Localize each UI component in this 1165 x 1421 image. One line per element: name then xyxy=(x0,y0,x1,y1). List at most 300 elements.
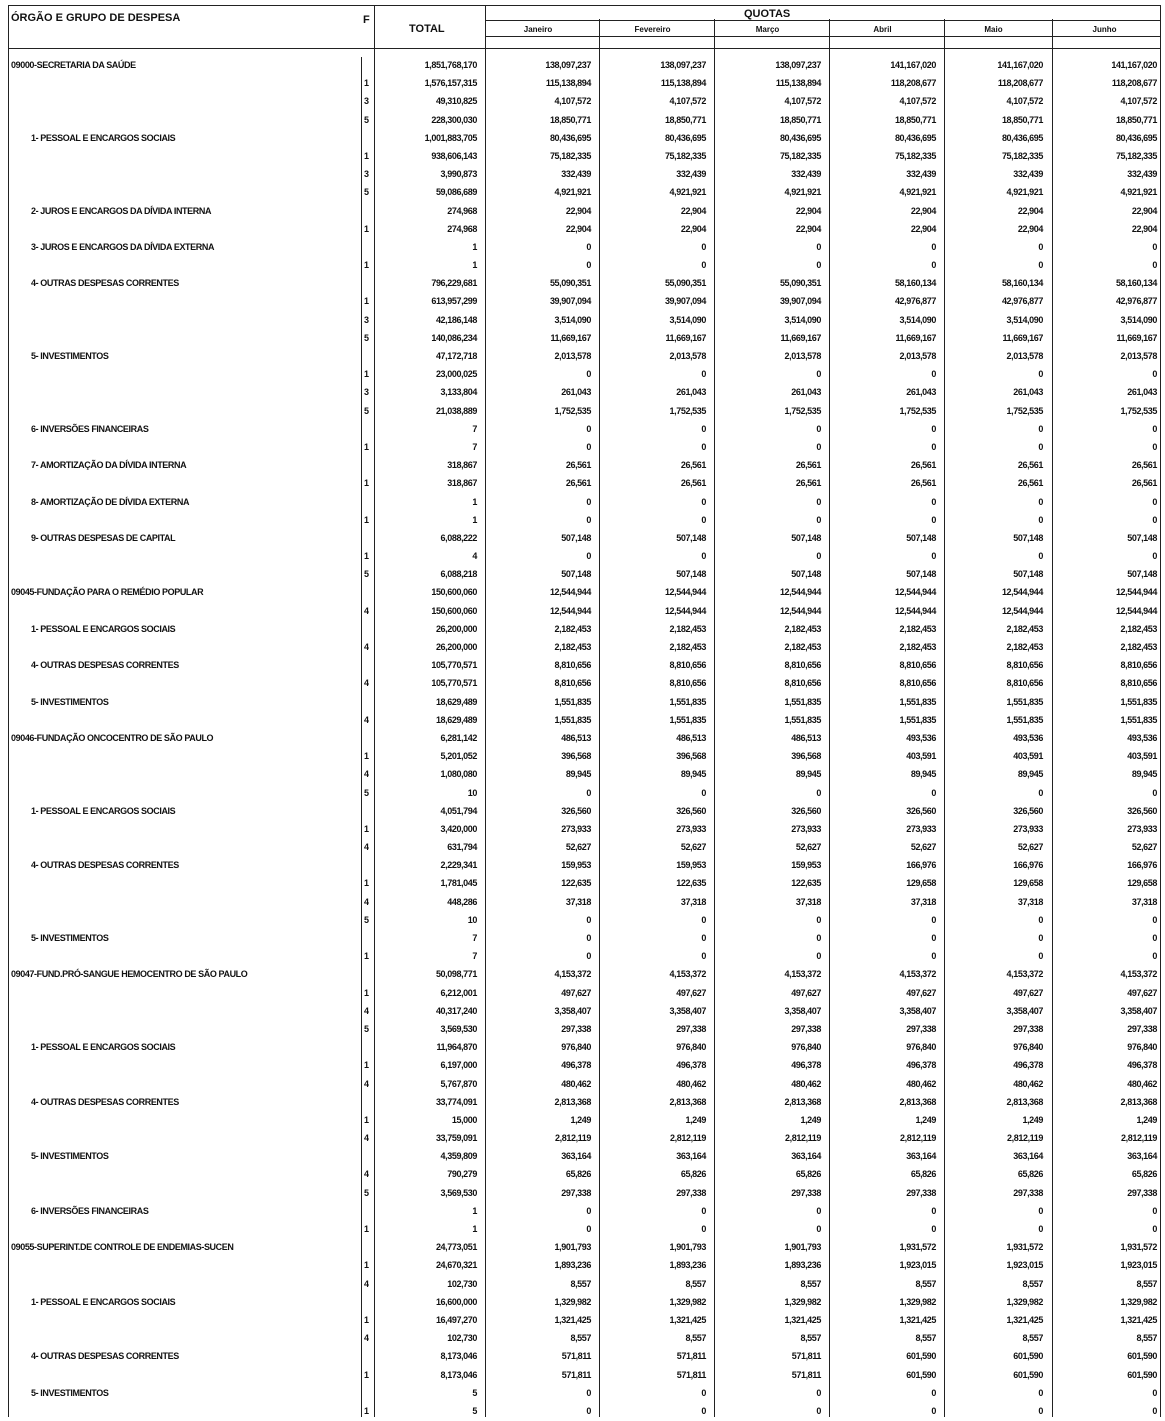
quota-value-maio: 8,810,656 xyxy=(1006,660,1043,671)
fonte-code: 1 xyxy=(364,514,369,525)
quota-value-fevereiro: 497,627 xyxy=(676,987,706,998)
quota-value-janeiro: 571,811 xyxy=(561,1351,591,1362)
fonte-row xyxy=(9,112,1161,130)
quota-value-março: 4,153,372 xyxy=(784,969,821,980)
fonte-code: 1 xyxy=(364,1369,369,1380)
quota-value-março: 89,945 xyxy=(795,769,821,780)
quota-value-janeiro: 0 xyxy=(586,1405,591,1416)
fonte-code: 4 xyxy=(364,842,369,853)
quota-value-maio: 0 xyxy=(1038,369,1043,380)
quota-value-março: 18,850,771 xyxy=(779,114,821,125)
quota-value-maio: 4,153,372 xyxy=(1006,969,1043,980)
group-label: 7- AMORTIZAÇÃO DA DÍVIDA INTERNA xyxy=(31,460,187,471)
quota-value-janeiro: 8,557 xyxy=(570,1333,591,1344)
quota-value-janeiro: 1,752,535 xyxy=(554,405,591,416)
total-value: 7 xyxy=(472,423,477,434)
quota-value-maio: 297,338 xyxy=(1013,1023,1043,1034)
quota-value-abril: 52,627 xyxy=(910,842,936,853)
quota-value-fevereiro: 12,544,944 xyxy=(664,605,706,616)
quota-value-junho: 0 xyxy=(1152,914,1157,925)
group-row xyxy=(9,621,1161,639)
quota-value-junho: 0 xyxy=(1152,1205,1157,1216)
header-month-maio: Maio xyxy=(984,25,1003,34)
total-value: 6,088,218 xyxy=(440,569,477,580)
total-value: 5,201,052 xyxy=(440,751,477,762)
fonte-code: 5 xyxy=(364,114,369,125)
total-value: 4,359,809 xyxy=(440,1151,477,1162)
quota-value-janeiro: 1,329,982 xyxy=(554,1296,591,1307)
quota-value-junho: 0 xyxy=(1152,441,1157,452)
quota-value-junho: 332,439 xyxy=(1127,169,1157,180)
group-label: 1- PESSOAL E ENCARGOS SOCIAIS xyxy=(31,132,176,143)
quota-value-maio: 480,462 xyxy=(1013,1078,1043,1089)
quota-value-maio: 12,544,944 xyxy=(1001,605,1043,616)
quota-value-maio: 22,904 xyxy=(1017,205,1043,216)
org-row xyxy=(9,730,1161,748)
quota-value-junho: 601,590 xyxy=(1127,1369,1157,1380)
fonte-row xyxy=(9,985,1161,1003)
quota-value-junho: 89,945 xyxy=(1131,769,1157,780)
quota-value-março: 75,182,335 xyxy=(779,150,821,161)
total-value: 3,133,804 xyxy=(440,387,477,398)
quota-value-janeiro: 363,164 xyxy=(561,1151,591,1162)
quota-value-maio: 0 xyxy=(1038,914,1043,925)
quota-value-abril: 0 xyxy=(931,933,936,943)
quota-value-abril: 141,167,020 xyxy=(890,60,936,70)
quota-value-março: 8,557 xyxy=(800,1278,821,1289)
group-label: 8- AMORTIZAÇÃO DE DÍVIDA EXTERNA xyxy=(31,496,190,507)
org-label: 09046-FUNDAÇÃO ONCOCENTRO DE SÃO PAULO xyxy=(11,732,214,743)
quota-value-maio: 3,358,407 xyxy=(1006,1005,1043,1016)
group-row xyxy=(9,203,1161,221)
quota-value-abril: 1,249 xyxy=(915,1114,936,1125)
quotas-divider xyxy=(485,20,1161,21)
quota-value-março: 496,378 xyxy=(791,1060,821,1071)
quota-value-abril: 0 xyxy=(931,787,936,798)
quota-value-fevereiro: 80,436,695 xyxy=(664,132,706,143)
quota-value-maio: 976,840 xyxy=(1013,1042,1043,1053)
quota-value-fevereiro: 976,840 xyxy=(676,1042,706,1053)
quota-value-março: 52,627 xyxy=(795,842,821,853)
quota-value-junho: 4,107,572 xyxy=(1120,96,1157,107)
quota-value-janeiro: 80,436,695 xyxy=(549,132,591,143)
quota-value-junho: 2,812,119 xyxy=(1121,1133,1157,1144)
fonte-row xyxy=(9,548,1161,566)
quota-value-maio: 1,329,982 xyxy=(1006,1296,1043,1307)
org-row xyxy=(9,1239,1161,1257)
total-value: 1,080,080 xyxy=(440,769,477,780)
quota-value-maio: 80,436,695 xyxy=(1001,132,1043,143)
total-value: 6,197,000 xyxy=(440,1060,477,1071)
quota-value-maio: 1,551,835 xyxy=(1006,714,1043,725)
quota-value-fevereiro: 1,752,535 xyxy=(669,405,706,416)
quota-value-junho: 42,976,877 xyxy=(1115,296,1157,307)
fonte-row xyxy=(9,1003,1161,1021)
quota-value-março: 976,840 xyxy=(791,1042,821,1053)
group-label: 6- INVERSÕES FINANCEIRAS xyxy=(31,1205,149,1216)
quota-value-maio: 26,561 xyxy=(1017,460,1043,471)
group-row xyxy=(9,239,1161,257)
quota-value-fevereiro: 4,153,372 xyxy=(669,969,706,980)
total-value: 59,086,689 xyxy=(435,187,477,198)
quota-value-janeiro: 0 xyxy=(586,496,591,507)
quota-value-fevereiro: 8,810,656 xyxy=(669,660,706,671)
quota-value-março: 12,544,944 xyxy=(779,605,821,616)
quota-value-março: 497,627 xyxy=(791,987,821,998)
quota-value-junho: 8,557 xyxy=(1136,1278,1157,1289)
quota-value-junho: 0 xyxy=(1152,1387,1157,1398)
quota-value-abril: 1,931,572 xyxy=(899,1242,936,1253)
quota-value-maio: 129,658 xyxy=(1013,878,1043,889)
total-value: 274,968 xyxy=(447,223,477,234)
quota-value-junho: 507,148 xyxy=(1127,532,1157,543)
quota-value-maio: 166,976 xyxy=(1013,860,1043,871)
fonte-code: 3 xyxy=(364,169,369,180)
fonte-code: 1 xyxy=(364,751,369,762)
quota-value-maio: 2,013,578 xyxy=(1006,351,1043,361)
fonte-row xyxy=(9,475,1161,493)
quota-value-março: 26,561 xyxy=(795,460,821,471)
fonte-row xyxy=(9,821,1161,839)
quota-value-fevereiro: 1,551,835 xyxy=(669,696,706,707)
quota-value-fevereiro: 1,893,236 xyxy=(669,1260,706,1271)
quota-value-abril: 2,013,578 xyxy=(899,351,936,361)
quota-value-março: 65,826 xyxy=(795,1169,821,1180)
quota-value-abril: 507,148 xyxy=(906,569,936,580)
quota-value-abril: 1,329,982 xyxy=(899,1296,936,1307)
quota-value-junho: 363,164 xyxy=(1127,1151,1157,1162)
quota-value-março: 1,551,835 xyxy=(784,696,821,707)
quota-value-maio: 0 xyxy=(1038,951,1043,962)
quota-value-maio: 1,249 xyxy=(1022,1114,1043,1125)
fonte-row xyxy=(9,766,1161,784)
fonte-row xyxy=(9,912,1161,930)
fonte-code: 1 xyxy=(364,1224,369,1234)
quota-value-junho: 976,840 xyxy=(1127,1042,1157,1053)
total-value: 1,001,883,705 xyxy=(424,132,477,143)
quota-value-março: 0 xyxy=(816,1224,821,1234)
quota-value-abril: 2,813,368 xyxy=(899,1096,936,1107)
quota-value-maio: 0 xyxy=(1038,260,1043,271)
budget-quota-table xyxy=(8,5,1161,1417)
fonte-row xyxy=(9,603,1161,621)
quota-value-abril: 261,043 xyxy=(906,387,936,398)
quota-value-maio: 8,557 xyxy=(1022,1333,1043,1344)
total-value: 4,051,794 xyxy=(440,805,477,816)
quota-value-março: 138,097,237 xyxy=(775,60,821,70)
quota-value-abril: 1,752,535 xyxy=(899,405,936,416)
group-row xyxy=(9,494,1161,512)
total-value: 1 xyxy=(472,496,477,507)
quota-value-abril: 166,976 xyxy=(906,860,936,871)
fonte-row xyxy=(9,221,1161,239)
quota-value-janeiro: 8,557 xyxy=(570,1278,591,1289)
group-label: 4- OUTRAS DESPESAS CORRENTES xyxy=(31,1351,179,1362)
fonte-code: 3 xyxy=(364,96,369,107)
table-header xyxy=(9,5,1161,49)
quota-value-junho: 1,551,835 xyxy=(1120,696,1157,707)
quota-value-abril: 3,358,407 xyxy=(899,1005,936,1016)
quota-value-fevereiro: 0 xyxy=(701,441,706,452)
quota-value-fevereiro: 486,513 xyxy=(676,732,706,743)
fonte-row xyxy=(9,675,1161,693)
fonte-code: 1 xyxy=(364,1405,369,1416)
org-row xyxy=(9,57,1161,75)
quota-value-março: 4,921,921 xyxy=(784,187,821,198)
quota-value-abril: 8,810,656 xyxy=(899,660,936,671)
quota-value-fevereiro: 1,329,982 xyxy=(669,1296,706,1307)
quota-value-abril: 0 xyxy=(931,423,936,434)
group-label: 5- INVESTIMENTOS xyxy=(31,933,109,943)
quota-value-janeiro: 75,182,335 xyxy=(549,150,591,161)
fonte-code: 1 xyxy=(364,260,369,271)
org-label: 09047-FUND.PRÓ-SANGUE HEMOCENTRO DE SÃO PAULO xyxy=(11,969,248,980)
fonte-code: 3 xyxy=(364,314,369,325)
quota-value-janeiro: 12,544,944 xyxy=(549,587,591,598)
quota-value-maio: 0 xyxy=(1038,514,1043,525)
fonte-code: 5 xyxy=(364,332,369,343)
fonte-row xyxy=(9,439,1161,457)
quota-value-junho: 601,590 xyxy=(1127,1351,1157,1362)
fonte-row xyxy=(9,875,1161,893)
quota-value-maio: 0 xyxy=(1038,423,1043,434)
quota-value-junho: 8,557 xyxy=(1136,1333,1157,1344)
quota-value-abril: 297,338 xyxy=(906,1187,936,1198)
total-value: 49,310,825 xyxy=(435,96,477,107)
quota-value-janeiro: 2,013,578 xyxy=(554,351,591,361)
quota-value-janeiro: 8,810,656 xyxy=(554,660,591,671)
quota-value-abril: 2,812,119 xyxy=(900,1133,936,1144)
header-month-abril: Abril xyxy=(873,25,892,34)
group-row xyxy=(9,1203,1161,1221)
fonte-code: 4 xyxy=(364,769,369,780)
total-value: 102,730 xyxy=(447,1278,477,1289)
quota-value-junho: 11,669,167 xyxy=(1116,332,1157,343)
fonte-row xyxy=(9,257,1161,275)
group-row xyxy=(9,530,1161,548)
quota-value-junho: 75,182,335 xyxy=(1115,150,1157,161)
quota-value-março: 0 xyxy=(816,1405,821,1416)
total-value: 16,497,270 xyxy=(435,1314,477,1325)
quota-value-fevereiro: 0 xyxy=(701,260,706,271)
quota-value-maio: 65,826 xyxy=(1017,1169,1043,1180)
fonte-code: 1 xyxy=(364,951,369,962)
quota-value-fevereiro: 138,097,237 xyxy=(660,60,706,70)
fonte-row xyxy=(9,184,1161,202)
total-value: 3,569,530 xyxy=(440,1023,477,1034)
quota-value-maio: 0 xyxy=(1038,1224,1043,1234)
quota-value-fevereiro: 1,551,835 xyxy=(669,714,706,725)
group-row xyxy=(9,1294,1161,1312)
quota-value-abril: 2,182,453 xyxy=(899,623,936,634)
quota-value-fevereiro: 22,904 xyxy=(680,205,706,216)
quota-value-abril: 12,544,944 xyxy=(894,605,936,616)
header-quotas: QUOTAS xyxy=(744,8,791,20)
quota-value-junho: 18,850,771 xyxy=(1115,114,1157,125)
org-row xyxy=(9,966,1161,984)
quota-value-janeiro: 22,904 xyxy=(565,205,591,216)
quota-value-março: 1,551,835 xyxy=(784,714,821,725)
quota-value-abril: 326,560 xyxy=(906,805,936,816)
quota-value-junho: 58,160,134 xyxy=(1115,278,1157,289)
quota-value-março: 0 xyxy=(816,260,821,271)
quota-value-abril: 0 xyxy=(931,496,936,507)
quota-value-fevereiro: 0 xyxy=(701,496,706,507)
quota-value-abril: 1,551,835 xyxy=(899,714,936,725)
quota-value-maio: 1,321,425 xyxy=(1006,1314,1043,1325)
quota-value-janeiro: 3,514,090 xyxy=(554,314,591,325)
quota-value-janeiro: 1,321,425 xyxy=(554,1314,591,1325)
quota-value-janeiro: 0 xyxy=(586,933,591,943)
quota-value-março: 332,439 xyxy=(791,169,821,180)
fonte-row xyxy=(9,566,1161,584)
quota-value-fevereiro: 297,338 xyxy=(676,1187,706,1198)
quota-value-junho: 8,810,656 xyxy=(1120,678,1157,689)
total-value: 1 xyxy=(472,1205,477,1216)
quota-value-fevereiro: 297,338 xyxy=(676,1023,706,1034)
quota-value-março: 1,249 xyxy=(800,1114,821,1125)
quota-value-fevereiro: 2,182,453 xyxy=(669,642,706,652)
fonte-code: 5 xyxy=(364,1023,369,1034)
total-value: 318,867 xyxy=(447,460,477,471)
quota-value-março: 0 xyxy=(816,514,821,525)
group-label: 3- JUROS E ENCARGOS DA DÍVIDA EXTERNA xyxy=(31,241,215,252)
quota-value-maio: 2,813,368 xyxy=(1006,1096,1043,1107)
quota-value-maio: 118,208,677 xyxy=(997,78,1043,89)
quota-value-fevereiro: 26,561 xyxy=(680,478,706,489)
quota-value-janeiro: 261,043 xyxy=(561,387,591,398)
quota-value-junho: 141,167,020 xyxy=(1111,60,1157,70)
quota-value-janeiro: 0 xyxy=(586,787,591,798)
fonte-code: 5 xyxy=(364,1187,369,1198)
quota-value-março: 2,182,453 xyxy=(784,642,821,652)
quota-value-maio: 507,148 xyxy=(1013,569,1043,580)
quota-value-janeiro: 22,904 xyxy=(565,223,591,234)
quota-value-maio: 4,921,921 xyxy=(1006,187,1043,198)
quota-value-junho: 26,561 xyxy=(1131,460,1157,471)
total-value: 33,774,091 xyxy=(435,1096,477,1107)
quota-value-janeiro: 1,551,835 xyxy=(554,714,591,725)
quota-value-março: 3,358,407 xyxy=(784,1005,821,1016)
quota-value-maio: 497,627 xyxy=(1013,987,1043,998)
quota-value-janeiro: 1,893,236 xyxy=(554,1260,591,1271)
quota-value-junho: 129,658 xyxy=(1127,878,1157,889)
group-label: 4- OUTRAS DESPESAS CORRENTES xyxy=(31,1096,179,1107)
quota-value-abril: 0 xyxy=(931,260,936,271)
group-label: 1- PESSOAL E ENCARGOS SOCIAIS xyxy=(31,1042,176,1053)
quota-value-janeiro: 26,561 xyxy=(565,478,591,489)
quota-value-abril: 0 xyxy=(931,241,936,252)
quota-value-maio: 273,933 xyxy=(1013,823,1043,834)
total-value: 5 xyxy=(472,1387,477,1398)
quota-value-junho: 507,148 xyxy=(1127,569,1157,580)
quota-value-junho: 4,153,372 xyxy=(1120,969,1157,980)
total-value: 40,317,240 xyxy=(435,1005,477,1016)
header-month-fevereiro: Fevereiro xyxy=(634,25,671,34)
quota-value-junho: 65,826 xyxy=(1131,1169,1157,1180)
fonte-code: 1 xyxy=(364,878,369,889)
total-value: 274,968 xyxy=(447,205,477,216)
fonte-row xyxy=(9,1403,1161,1421)
quota-value-março: 571,811 xyxy=(791,1351,821,1362)
quota-value-abril: 75,182,335 xyxy=(894,150,936,161)
quota-value-março: 0 xyxy=(816,933,821,943)
fonte-row xyxy=(9,1057,1161,1075)
quota-value-março: 297,338 xyxy=(791,1187,821,1198)
quota-value-abril: 0 xyxy=(931,1224,936,1234)
quota-value-janeiro: 52,627 xyxy=(565,842,591,853)
quota-value-abril: 496,378 xyxy=(906,1060,936,1071)
quota-value-março: 507,148 xyxy=(791,569,821,580)
group-label: 4- OUTRAS DESPESAS CORRENTES xyxy=(31,660,179,671)
group-row xyxy=(9,930,1161,948)
quota-value-maio: 493,536 xyxy=(1013,732,1043,743)
quota-value-fevereiro: 363,164 xyxy=(676,1151,706,1162)
total-value: 6,212,001 xyxy=(440,987,477,998)
quota-value-junho: 403,591 xyxy=(1127,751,1157,762)
quota-value-março: 0 xyxy=(816,369,821,380)
quota-value-março: 0 xyxy=(816,441,821,452)
quota-value-março: 39,907,094 xyxy=(779,296,821,307)
quota-value-maio: 1,923,015 xyxy=(1006,1260,1043,1271)
header-month-junho: Junho xyxy=(1092,25,1117,34)
quota-value-janeiro: 326,560 xyxy=(561,805,591,816)
quota-value-junho: 1,931,572 xyxy=(1120,1242,1157,1253)
total-value: 1 xyxy=(472,241,477,252)
total-value: 1,576,157,315 xyxy=(424,78,477,89)
quota-value-maio: 0 xyxy=(1038,1405,1043,1416)
quota-value-fevereiro: 1,249 xyxy=(685,1114,706,1125)
fonte-row xyxy=(9,1130,1161,1148)
quota-value-junho: 2,013,578 xyxy=(1120,351,1157,361)
quota-value-junho: 3,358,407 xyxy=(1120,1005,1157,1016)
quota-value-fevereiro: 115,138,894 xyxy=(660,78,706,89)
total-value: 26,200,000 xyxy=(435,642,477,652)
fonte-code: 5 xyxy=(364,569,369,580)
quota-value-janeiro: 976,840 xyxy=(561,1042,591,1053)
quota-value-abril: 0 xyxy=(931,551,936,562)
fonte-code: 1 xyxy=(364,296,369,307)
quota-value-abril: 403,591 xyxy=(906,751,936,762)
quota-value-junho: 326,560 xyxy=(1127,805,1157,816)
quota-value-janeiro: 89,945 xyxy=(565,769,591,780)
quota-value-fevereiro: 55,090,351 xyxy=(664,278,706,289)
quota-value-maio: 403,591 xyxy=(1013,751,1043,762)
fonte-code: 5 xyxy=(364,187,369,198)
quota-value-março: 22,904 xyxy=(795,223,821,234)
fonte-row xyxy=(9,1112,1161,1130)
quota-value-fevereiro: 0 xyxy=(701,1405,706,1416)
quota-value-janeiro: 0 xyxy=(586,514,591,525)
quota-value-maio: 8,810,656 xyxy=(1006,678,1043,689)
quota-value-março: 0 xyxy=(816,496,821,507)
quota-value-abril: 4,107,572 xyxy=(899,96,936,107)
quota-value-abril: 80,436,695 xyxy=(894,132,936,143)
quota-value-fevereiro: 4,921,921 xyxy=(669,187,706,198)
quota-value-fevereiro: 8,557 xyxy=(685,1278,706,1289)
quota-value-maio: 37,318 xyxy=(1017,896,1043,907)
quota-value-maio: 141,167,020 xyxy=(997,60,1043,70)
quota-value-abril: 8,810,656 xyxy=(899,678,936,689)
quota-value-janeiro: 159,953 xyxy=(561,860,591,871)
group-row xyxy=(9,457,1161,475)
group-row xyxy=(9,694,1161,712)
group-label: 2- JUROS E ENCARGOS DA DÍVIDA INTERNA xyxy=(31,205,212,216)
quota-value-março: 80,436,695 xyxy=(779,132,821,143)
quota-value-janeiro: 0 xyxy=(586,1224,591,1234)
quota-value-janeiro: 1,901,793 xyxy=(554,1242,591,1253)
quota-value-maio: 507,148 xyxy=(1013,532,1043,543)
